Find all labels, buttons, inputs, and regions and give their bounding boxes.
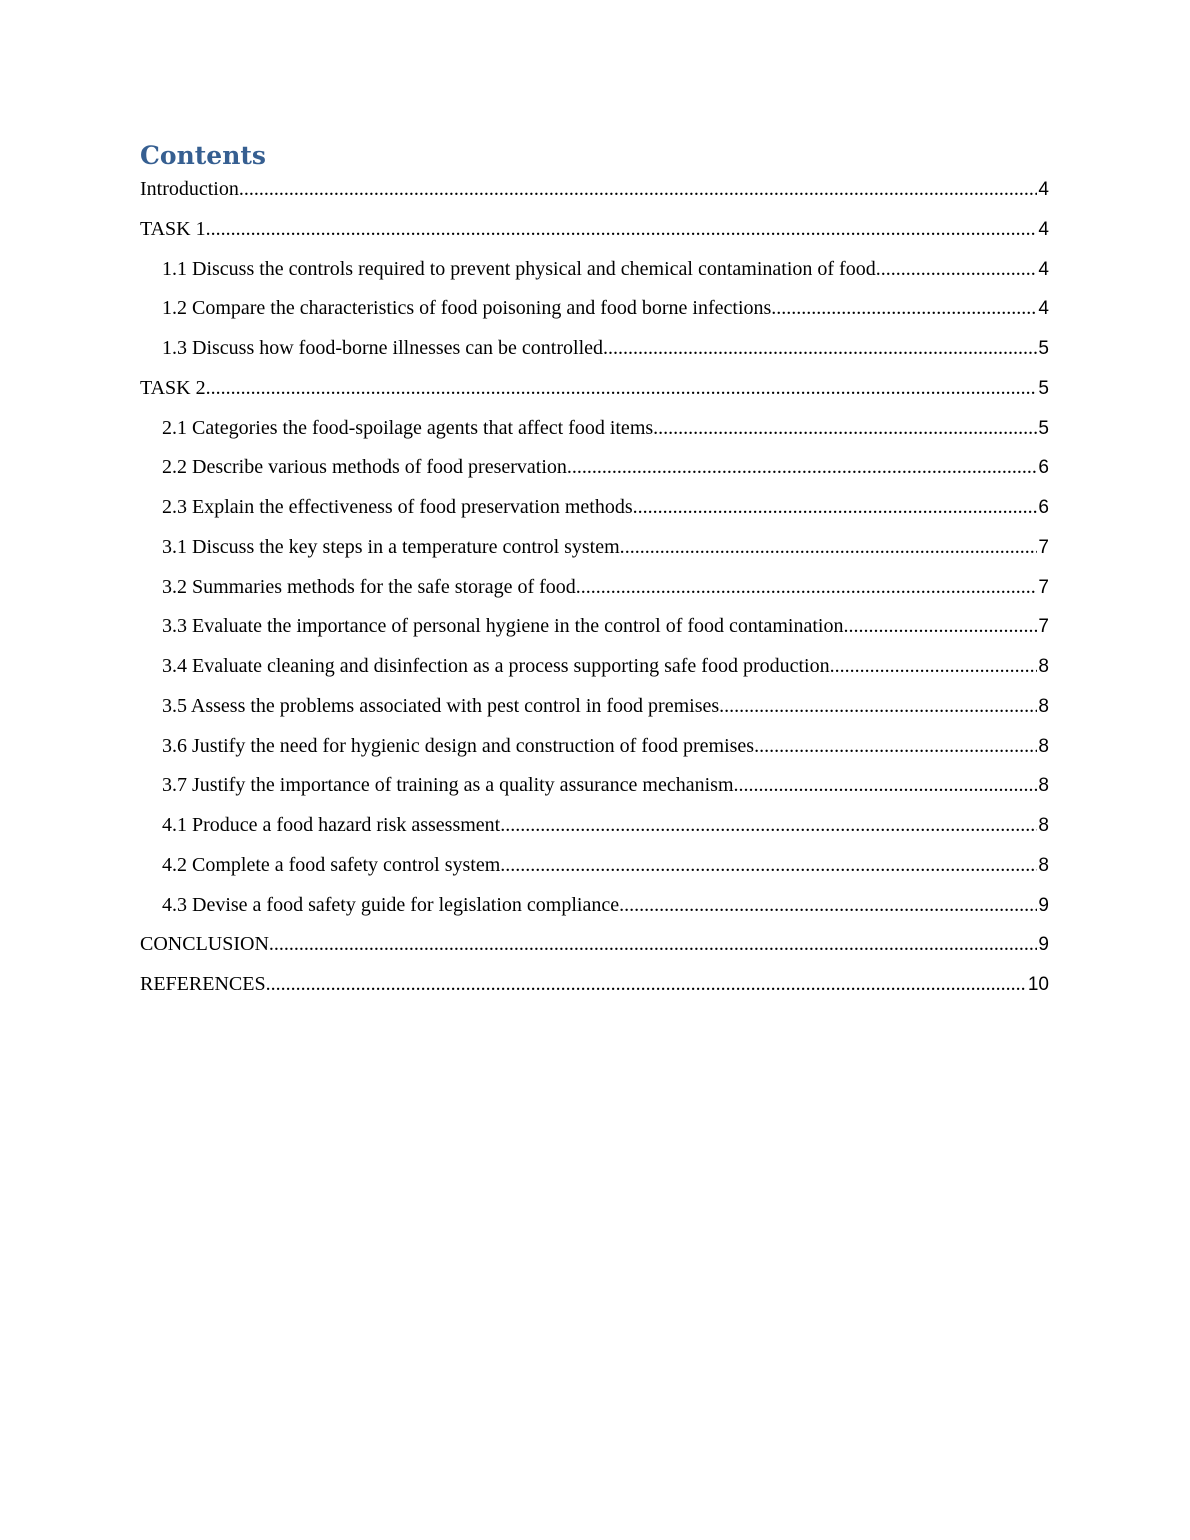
toc-entry-page-number: 8 (1038, 656, 1049, 677)
toc-entry-title: 1.1 Discuss the controls required to prevent physical and chemical contamination of food. (162, 257, 881, 280)
toc-dot-leader (759, 727, 1037, 767)
toc-entry-title: 1.3 Discuss how food-borne illnesses can be controlled. (162, 337, 609, 359)
toc-entry[interactable] (140, 886, 1049, 926)
toc-dot-leader (776, 289, 1037, 329)
toc-entry[interactable] (140, 289, 1049, 329)
toc-entry-title: 4.1 Produce a food hazard risk assessment. (162, 814, 506, 836)
toc-entry-title: TASK 1 (140, 217, 206, 240)
toc-dot-leader (835, 647, 1038, 687)
toc-entry-page-number: 5 (1038, 417, 1049, 439)
toc-entry[interactable] (140, 766, 1049, 806)
toc-entry[interactable] (140, 409, 1049, 449)
toc-entry-title: 2.3 Explain the effectiveness of food preservation methods (162, 496, 633, 518)
toc-entry-title: 3.2 Summaries methods for the safe storage of food. (162, 575, 581, 598)
toc-entry-page-number: 5 (1038, 377, 1049, 399)
toc-entry-title: 1.2 Compare the characteristics of food poisoning and food borne infections. (162, 297, 777, 320)
toc-dot-leader (206, 369, 1038, 409)
toc-dot-leader (581, 568, 1038, 608)
toc-dot-leader (239, 170, 1038, 210)
toc-entry-title: 4.3 Devise a food safety guide for legislation compliance. (162, 893, 625, 916)
toc-entry[interactable] (140, 846, 1049, 886)
toc-entry-page-number: 8 (1038, 815, 1049, 836)
toc-entry-title: TASK 2 (140, 376, 206, 399)
toc-entry-page-number: 8 (1038, 735, 1049, 757)
toc-dot-leader (881, 250, 1038, 290)
toc-entry-title: REFERENCES (140, 973, 266, 995)
toc-entry-page-number: 8 (1038, 695, 1049, 717)
toc-dot-leader (724, 687, 1037, 727)
toc-entry-page-number: 7 (1038, 536, 1049, 558)
toc-entry-title: 3.7 Justify the importance of training as a quality assurance mechanism. (162, 774, 739, 797)
toc-entry-page-number: 7 (1038, 616, 1049, 638)
toc-entry-title: CONCLUSION (140, 933, 269, 956)
toc-entry-page-number: 10 (1027, 974, 1049, 995)
toc-dot-leader (658, 409, 1037, 449)
toc-entry[interactable] (140, 369, 1049, 409)
toc-entry-page-number: 4 (1038, 298, 1049, 320)
toc-dot-leader (608, 329, 1037, 369)
toc-entry-page-number: 4 (1038, 218, 1049, 240)
toc-entry-page-number: 4 (1038, 179, 1049, 200)
toc-entry[interactable] (140, 448, 1049, 488)
toc-dot-leader (739, 766, 1038, 806)
toc-entry-page-number: 6 (1038, 497, 1049, 518)
toc-entry[interactable] (140, 170, 1049, 210)
toc-entry[interactable] (140, 528, 1049, 568)
toc-entry[interactable] (140, 250, 1049, 290)
toc-entry-title: 3.5 Assess the problems associated with pest control in food premises. (162, 694, 725, 717)
toc-entry-page-number: 7 (1038, 576, 1049, 598)
toc-entry[interactable] (140, 647, 1049, 687)
toc-entry[interactable] (140, 965, 1049, 1005)
toc-entry-title: 3.4 Evaluate cleaning and disinfection as a process supporting safe food production. (162, 655, 835, 677)
toc-entry-page-number: 8 (1038, 775, 1049, 797)
toc-dot-leader (505, 806, 1037, 846)
toc-entry[interactable] (140, 488, 1049, 528)
toc-dot-leader (206, 210, 1038, 250)
toc-entry[interactable] (140, 687, 1049, 727)
toc-dot-leader (567, 448, 1038, 488)
toc-dot-leader (624, 886, 1037, 926)
toc-entry-page-number: 6 (1038, 457, 1049, 479)
toc-dot-leader (266, 965, 1027, 1005)
toc-entry-page-number: 8 (1038, 854, 1049, 876)
toc-entry[interactable] (140, 925, 1049, 965)
toc-dot-leader (848, 607, 1037, 647)
toc-entry[interactable] (140, 210, 1049, 250)
toc-dot-leader (505, 846, 1037, 886)
toc-entry[interactable] (140, 568, 1049, 608)
toc-dot-leader (625, 528, 1038, 568)
toc-entry-title: 2.2 Describe various methods of food preservation (162, 456, 567, 479)
toc-entry-page-number: 4 (1038, 258, 1049, 280)
toc-entry-title: 3.6 Justify the need for hygienic design and construction of food premises. (162, 734, 760, 757)
table-of-contents (140, 170, 1049, 1005)
toc-dot-leader (269, 925, 1038, 965)
toc-entry[interactable] (140, 806, 1049, 846)
toc-entry-page-number: 5 (1038, 338, 1049, 359)
toc-entry-page-number: 9 (1038, 934, 1049, 956)
toc-entry-page-number: 9 (1038, 894, 1049, 916)
toc-entry-title: 4.2 Complete a food safety control system. (162, 853, 506, 876)
toc-entry[interactable] (140, 607, 1049, 647)
toc-heading: Contents (140, 141, 267, 170)
toc-entry-title: 3.1 Discuss the key steps in a temperature control system. (162, 535, 625, 558)
toc-entry-title: 3.3 Evaluate the importance of personal hygiene in the control of food contamination. (162, 615, 849, 638)
toc-entry[interactable] (140, 727, 1049, 767)
toc-entry[interactable] (140, 329, 1049, 369)
toc-entry-title: Introduction (140, 178, 239, 200)
toc-entry-title: 2.1 Categories the food-spoilage agents that affect food items. (162, 416, 659, 439)
toc-dot-leader (633, 488, 1038, 528)
